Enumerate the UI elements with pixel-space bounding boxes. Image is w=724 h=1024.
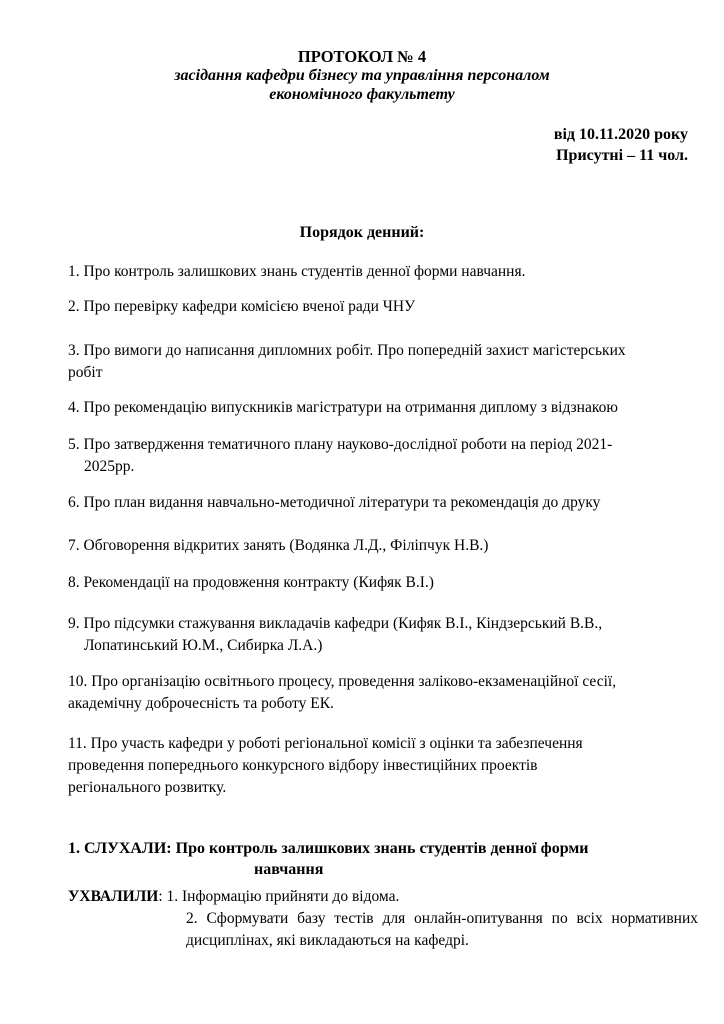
agenda-item-text-cont: академічну доброчесність та роботу ЕК. xyxy=(68,695,334,712)
agenda-item-text-cont: 2025рр. xyxy=(84,458,135,475)
agenda-item-text: 1. Про контроль залишкових знань студентів денної форми навчання. xyxy=(68,263,526,280)
agenda-heading: Порядок денний: xyxy=(299,224,425,241)
protocol-title: ПРОТОКОЛ № 4 xyxy=(297,47,427,66)
agenda-item-text-cont: Лопатинський Ю.М., Сибирка Л.А.) xyxy=(84,637,323,654)
agenda-item-text-cont: проведення попереднього конкурсного відбору інвестиційних проектів xyxy=(68,757,538,774)
agenda-item-8 xyxy=(68,572,688,594)
agenda-item-11 xyxy=(68,733,688,799)
agenda-item-text: 2. Про перевірку кафедри комісією вченої ради ЧНУ xyxy=(68,298,416,315)
agenda-item-7 xyxy=(68,535,688,557)
document-header xyxy=(0,47,724,104)
agenda-item-text: 6. Про план видання навчально-методичної літератури та рекомендація до друку xyxy=(68,494,601,511)
protocol-subtitle-2: економічного факультету xyxy=(269,86,455,103)
agenda-item-3 xyxy=(68,340,688,384)
agenda-item-2 xyxy=(68,296,688,318)
meeting-date: від 10.11.2020 року xyxy=(553,126,688,143)
agenda-item-5 xyxy=(68,434,688,478)
meeting-meta xyxy=(554,124,688,166)
agenda-item-text: 7. Обговорення відкритих занять (Водянка Л.Д., Філіпчук Н.В.) xyxy=(68,537,489,554)
decided-point-2: 2. Сформувати базу тестів для онлайн-опитування по всіх нормативних дисциплінах, які викладаються на кафедрі. xyxy=(186,910,698,949)
heard-heading-cont: навчання xyxy=(254,861,324,878)
heard-heading: 1. СЛУХАЛИ: Про контроль залишкових знань студентів денної форми xyxy=(68,840,589,857)
agenda-item-6 xyxy=(68,492,688,514)
decided-point-1: : 1. Інформацію прийняти до відома. xyxy=(158,888,400,905)
agenda-item-1 xyxy=(68,261,688,283)
agenda-item-10 xyxy=(68,671,688,715)
agenda-item-text: 10. Про організацію освітнього процесу, проведення заліково-екзаменаційної сесії, xyxy=(68,673,617,690)
agenda-item-4 xyxy=(68,397,688,419)
agenda-item-text: 11. Про участь кафедри у роботі регіональної комісії з оцінки та забезпечення xyxy=(68,735,583,752)
agenda-item-9 xyxy=(68,613,688,657)
protocol-subtitle-1: засідання кафедри бізнесу та управління персоналом xyxy=(174,67,550,84)
agenda-item-text: 3. Про вимоги до написання дипломних робіт. Про попередній захист магістерських xyxy=(68,342,626,359)
agenda-item-text: 9. Про підсумки стажування викладачів кафедри (Кифяк В.І., Кіндзерський В.В., xyxy=(68,615,603,632)
attendance: Присутні – 11 чол. xyxy=(556,147,688,164)
agenda-item-text-cont: регіонального розвитку. xyxy=(68,779,227,796)
decided-label: УХВАЛИЛИ xyxy=(68,888,159,905)
decided-first-line xyxy=(68,886,698,908)
section-1-decided xyxy=(68,886,698,952)
agenda-item-text: 4. Про рекомендацію випускників магістратури на отримання диплому з відзнакою xyxy=(68,399,618,416)
agenda-item-text: 8. Рекомендації на продовження контракту (Кифяк В.І.) xyxy=(68,574,434,591)
section-1-heard xyxy=(68,838,688,880)
agenda-item-text: 5. Про затвердження тематичного плану науково-дослідної роботи на період 2021- xyxy=(68,436,613,453)
agenda-item-text-cont: робіт xyxy=(68,364,103,381)
